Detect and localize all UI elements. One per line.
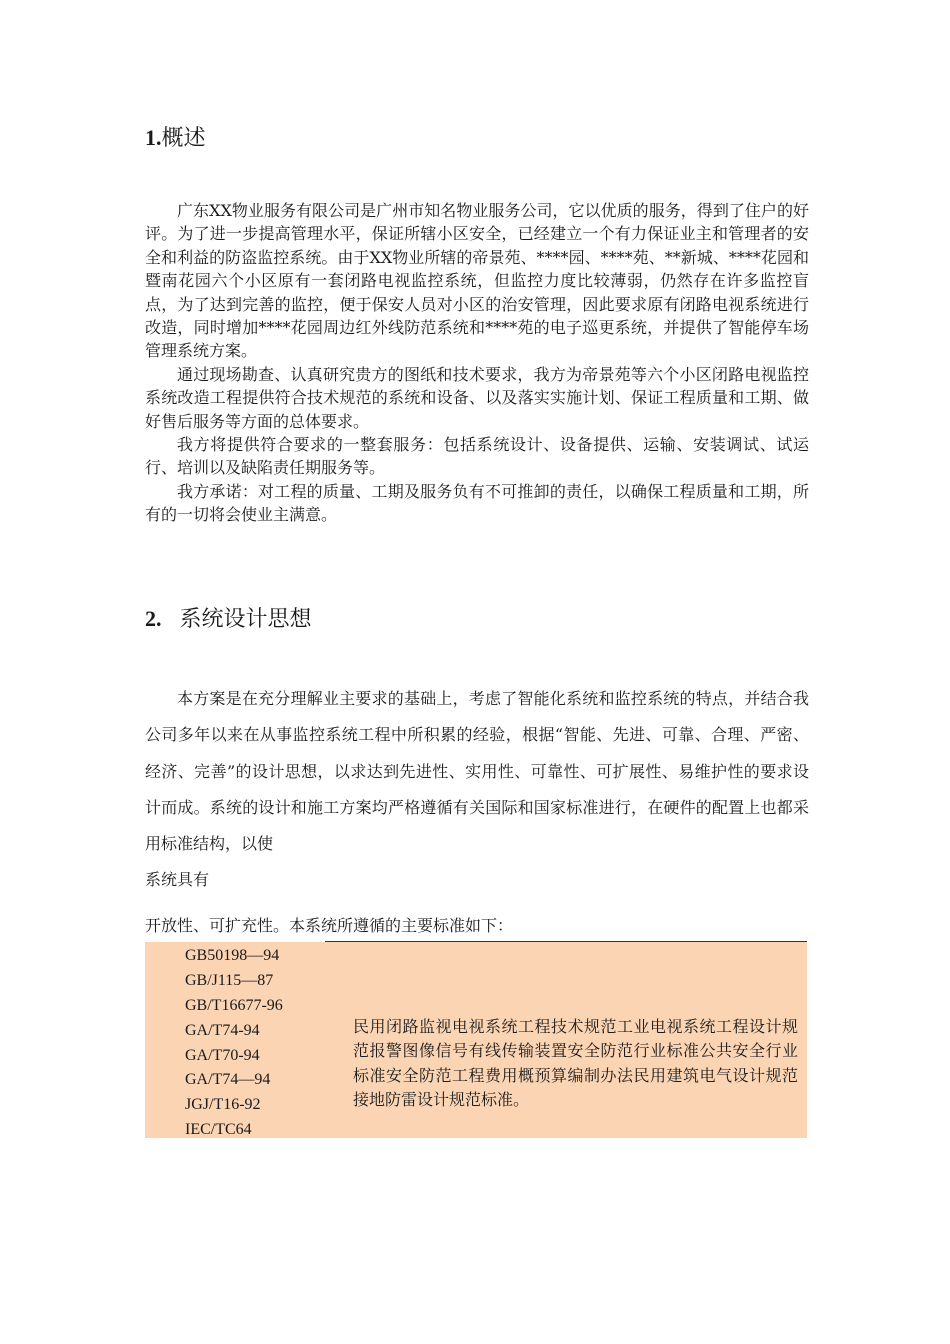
standards-description: 民用闭路监视电视系统工程技术规范工业电视系统工程设计规范报警图像信号有线传输装置安全防范行业标准公共安全行业标准安全防范工程费用概预算编制办法民用建筑电气设计规范接地防雷设计规范标准。 xyxy=(353,1017,798,1109)
section-1-body xyxy=(145,199,809,527)
section-1-paragraph-3: 我方将提供符合要求的一整套服务：包括系统设计、设备提供、运输、安装调试、试运行、培训以及缺陷责任期服务等。 xyxy=(145,435,809,478)
standard-code: GB/T16677-96 xyxy=(185,996,283,1014)
section-1-title: 概述 xyxy=(161,126,206,151)
section-2-title: 系统设计思想 xyxy=(179,607,312,632)
standard-code: GA/T70-94 xyxy=(185,1046,260,1064)
section-2-number: 2. xyxy=(145,606,162,631)
section-2-body xyxy=(145,681,809,899)
standard-code: GB50198—94 xyxy=(185,947,280,964)
section-1-number: 1. xyxy=(145,125,162,150)
section-2-paragraph-tail: 系统具有 xyxy=(145,870,210,890)
section-1-paragraph-4: 我方承诺：对工程的质量、工期及服务负有不可推卸的责任，以确保工程质量和工期，所有的一切将会使业主满意。 xyxy=(145,481,809,525)
standards-code-list xyxy=(185,944,283,1143)
section-2-paragraph: 本方案是在充分理解业主要求的基础上，考虑了智能化系统和监控系统的特点，并结合我公司多年以来在从事监控系统工程中所积累的经验，根据“智能、先进、可靠、合理、严密、经济、完善”的设计思想，以求达到先进性、实用性、可靠性、可扩展性、易维护性的要求设计而成。系统的设计和施工方案均严格遵循有关国际和国家标准进行，在硬件的配置上也都采用标准结构，以使 xyxy=(145,689,809,854)
section-1-heading xyxy=(145,124,206,153)
standards-intro-line: 开放性、可扩充性。本系统所遵循的主要标准如下： xyxy=(145,916,514,935)
standard-code: JGJ/T16-92 xyxy=(185,1096,261,1114)
standard-code: GA/T74-94 xyxy=(185,1021,260,1039)
section-1-paragraph-1: 广东XX物业服务有限公司是广州市知名物业服务公司，它以优质的服务，得到了住户的好评。为了进一步提高管理水平，保证所辖小区安全，已经建立一个有力保证业主和管理者的安全和利益的防盗监控系统。由于XX物业所辖的帝景苑、****园、****苑、**新城、****花园和暨南花园六个小区原有一套闭路电视监控系统，但监控力度比较薄弱，仍然存在许多监控盲点，为了达到完善的监控，便于保安人员对小区的治安管理，因此要求原有闭路电视系统进行改造，同时增加****花园周边红外线防范系统和****苑的电子巡更系统，并提供了智能停车场管理系统方案。 xyxy=(145,201,809,361)
standard-code: GA/T74—94 xyxy=(185,1071,271,1089)
section-1-paragraph-2: 通过现场勘查、认真研究贵方的图纸和技术要求，我方为帝景苑等六个小区闭路电视监控系统改造工程提供符合技术规范的系统和设备、以及落实实施计划、保证工程质量和工期、做好售后服务等方面的总体要求。 xyxy=(145,364,809,431)
standards-box xyxy=(145,942,807,1138)
section-2-heading xyxy=(145,605,312,634)
standard-code: IEC/TC64 xyxy=(185,1121,252,1139)
standard-code: GB/J115—87 xyxy=(185,971,274,989)
